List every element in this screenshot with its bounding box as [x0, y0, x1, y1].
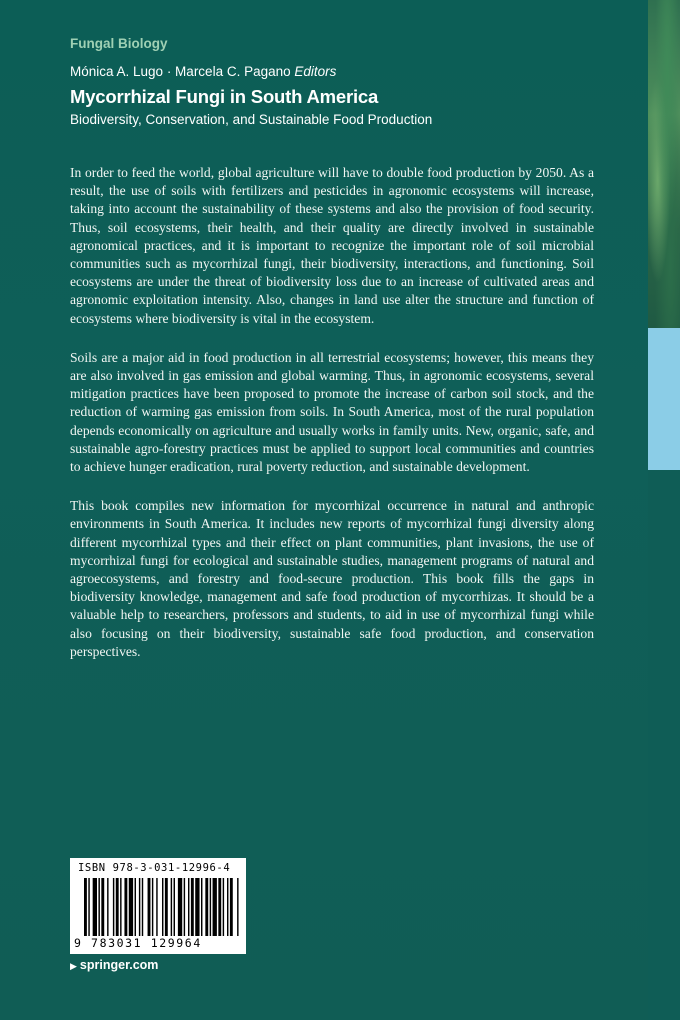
barcode-bar [156, 878, 157, 936]
book-subtitle: Biodiversity, Conservation, and Sustainable Food Production [70, 112, 433, 127]
isbn-number: ISBN 978-3-031-12996-4 [78, 862, 231, 874]
barcode-bar [188, 878, 189, 936]
barcode-bar [129, 878, 133, 936]
blurb-paragraph: Soils are a major aid in food production in all terrestrial ecosystems; however, this means they are also involved in gas emission and global warming. Thus, in agronomic ecosystems, several mitigation practices have been proposed to promote the increase of carbon soil stock, and the reduction of warming gas emission from soils. In South America, most of the rural population depends economically on agriculture and usually works in family units. New, organic, safe, and sustainable agro-forestry practices must be applied to support local communities and countries to achieve hunger eradication, rural poverty reduction, and sustainable development. [70, 349, 594, 475]
editors-role: Editors [294, 64, 337, 79]
barcode-bar [84, 878, 87, 936]
barcode-bar [135, 878, 136, 936]
barcode-bar [142, 878, 143, 936]
barcode-bar [113, 878, 114, 936]
barcode-bar [195, 878, 199, 936]
barcode-bar [152, 878, 153, 936]
publisher-link[interactable] [70, 958, 158, 972]
barcode-bar [178, 878, 182, 936]
barcode-bar [107, 878, 108, 936]
barcode-bar [120, 878, 121, 936]
publisher-url: springer.com [79, 958, 159, 972]
barcode-bar [205, 878, 208, 936]
barcode-bar [218, 878, 221, 936]
barcode-bar [171, 878, 172, 936]
barcode-bar [201, 878, 202, 936]
spine-photo-image [648, 0, 680, 328]
spine-color-band [648, 328, 680, 470]
barcode-bar [184, 878, 185, 936]
barcode-bar [93, 878, 97, 936]
barcode-bar [237, 878, 238, 936]
book-title: Mycorrhizal Fungi in South America [70, 86, 379, 107]
barcode-bar [174, 878, 175, 936]
barcode-bar [98, 878, 99, 936]
barcode-bar [227, 878, 228, 936]
barcode-bar [162, 878, 163, 936]
barcode-bar [124, 878, 127, 936]
barcode-digits: 9 783031 129964 [74, 936, 202, 950]
editor-names: Mónica A. Lugo · Marcela C. Pagano [70, 64, 291, 79]
barcode-bar [88, 878, 89, 936]
isbn-barcode [70, 858, 246, 954]
barcode-bar [223, 878, 224, 936]
barcode-bar [139, 878, 140, 936]
barcode-bar [213, 878, 217, 936]
editors-line [70, 64, 336, 79]
blurb-paragraph: In order to feed the world, global agriculture will have to double food production by 2050. As a result, the use of soils with fertilizers and pesticides in agronomic ecosystems will increase, taking into account the sustainability of these systems and also the provision of food security. Thus, soil ecosystems, their health, and their quality are directly involved in sustainable agronomical practices, and it is important to recognize the important role of soil microbial communities such as mycorrhizal fungi, their biodiversity, interactions, and functioning. Soil ecosystems are under the threat of biodiversity loss due to an increase of cultivated areas and agronomic exploitation intensity. Also, changes in land use alter the structure and function of ecosystems where biodiversity is vital in the ecosystem. [70, 165, 594, 326]
barcode-bar [148, 878, 151, 936]
barcode-bar [101, 878, 104, 936]
series-name: Fungal Biology [70, 36, 168, 51]
blurb-paragraph: This book compiles new information for mycorrhizal occurrence in natural and anthropic environments in South America. It includes new reports of mycorrhizal fungi diversity along different mycorrhizal types and their effect on plant communities, plant invasions, the use of mycorrhizal fungi for ecological and sustainable studies, management programs of natural and agroecosystems, and forestry and food-secure production. This book fills the gaps in biodiversity knowledge, management and safe food production of mycorrhizas. It should be a valuable help to researchers, professors and students, to aid in use of mycorrhizal fungi while also focusing on their biodiversity, sustainable safe food production, and conservation perspectives. [70, 498, 594, 659]
barcode-bar [165, 878, 168, 936]
barcode-bar [230, 878, 233, 936]
barcode-bars [84, 878, 240, 936]
barcode-bar [191, 878, 194, 936]
triangle-right-icon: ▶ [70, 961, 77, 971]
barcode-bar [210, 878, 211, 936]
blurb [70, 164, 594, 682]
barcode-bar [116, 878, 119, 936]
